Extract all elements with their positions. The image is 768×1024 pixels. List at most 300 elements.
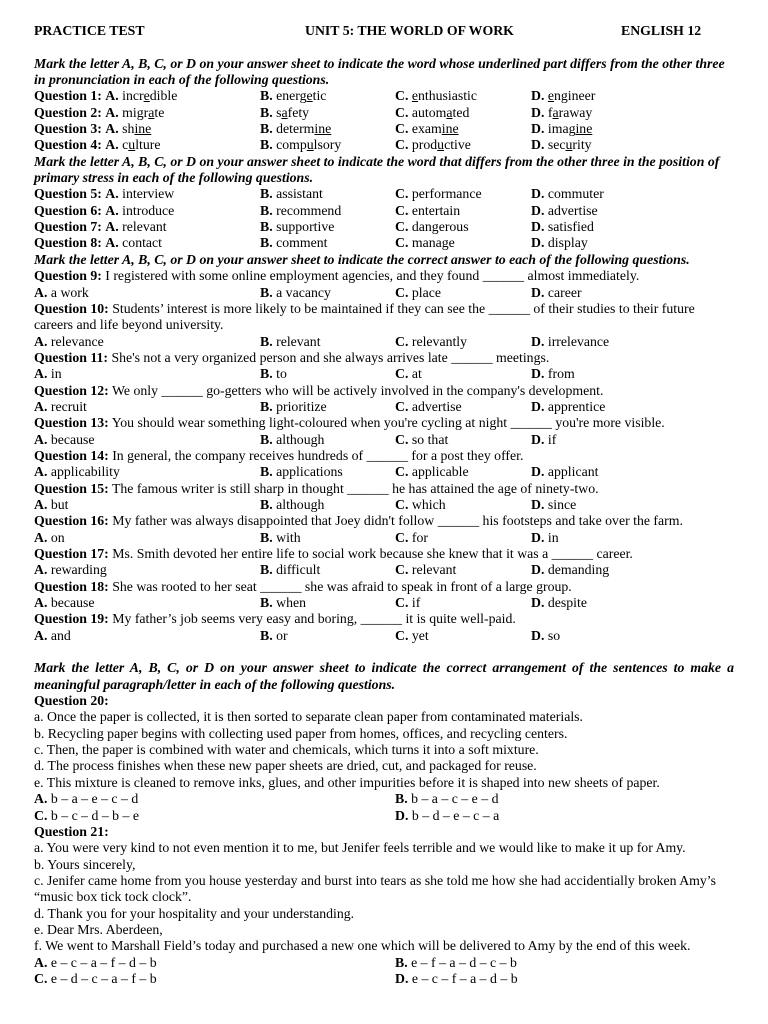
word-part: imag xyxy=(547,121,576,137)
underlined-part: e xyxy=(547,88,554,104)
option-letter: C. xyxy=(395,121,409,137)
course-title: ENGLISH 12 xyxy=(621,23,702,38)
option-text: with xyxy=(276,529,301,545)
option-d xyxy=(531,464,734,480)
question-row xyxy=(34,186,734,202)
question-stem xyxy=(34,448,734,464)
option-text: b – d – e – c – a xyxy=(411,807,500,823)
option-letter: B. xyxy=(260,186,273,202)
option-c xyxy=(395,464,531,480)
option-a xyxy=(34,219,260,235)
option-text: applicable xyxy=(411,464,469,480)
option-b xyxy=(260,88,395,104)
option-a xyxy=(34,88,260,104)
option-d xyxy=(395,971,734,987)
option-letter: B. xyxy=(260,284,273,300)
option-b xyxy=(260,186,395,202)
question-label: Question 2: xyxy=(34,104,102,120)
question-label: Question 15: xyxy=(34,480,109,496)
option-c xyxy=(395,399,531,415)
option-text: prioritize xyxy=(276,398,327,414)
option-letter: A. xyxy=(34,398,48,414)
option-b xyxy=(395,955,734,971)
option-letter: C. xyxy=(395,431,409,447)
option-b xyxy=(260,219,395,235)
option-c xyxy=(395,105,531,121)
option-letter: A. xyxy=(34,627,48,643)
option-letter: D. xyxy=(531,104,545,120)
option-d xyxy=(531,137,734,153)
underlined-part: e xyxy=(411,88,418,104)
option-c xyxy=(395,628,531,644)
word-part: sec xyxy=(547,137,566,153)
option-text: e – c – f – a – d – b xyxy=(411,970,518,986)
question-label: Question 13: xyxy=(34,415,109,431)
option-letter: A. xyxy=(34,284,48,300)
option-text: a vacancy xyxy=(276,284,331,300)
option-a xyxy=(34,203,260,219)
question-text: The famous writer is still sharp in thought ______ he has attained the age of ninety-two. xyxy=(111,480,599,496)
option-letter: B. xyxy=(260,137,273,153)
option-d xyxy=(531,219,734,235)
option-b xyxy=(260,432,395,448)
question-row xyxy=(34,88,734,104)
option-text: in xyxy=(50,366,62,382)
word-part: lture xyxy=(135,137,161,153)
option-text: career xyxy=(547,284,582,300)
underlined-part: a xyxy=(552,104,559,120)
option-c xyxy=(34,971,395,987)
option-letter: B. xyxy=(260,562,273,578)
options-row xyxy=(34,971,734,987)
option-a xyxy=(34,235,260,251)
word-part: exam xyxy=(411,121,442,137)
question-stem xyxy=(34,301,734,334)
option-c xyxy=(395,530,531,546)
word-part: ctive xyxy=(444,137,471,153)
option-letter: D. xyxy=(395,970,409,986)
option-c xyxy=(34,808,395,824)
option-letter: D. xyxy=(531,202,545,218)
option-a xyxy=(34,791,395,807)
option-letter: B. xyxy=(260,202,273,218)
options-row xyxy=(34,808,734,824)
option-text: b – c – d – b – e xyxy=(50,807,140,823)
option-letter: C. xyxy=(395,284,409,300)
option-letter: A. xyxy=(34,333,48,349)
options-row xyxy=(34,497,734,513)
option-letter: B. xyxy=(260,219,273,235)
option-letter: B. xyxy=(260,104,273,120)
spacer xyxy=(34,39,734,55)
option-d xyxy=(531,595,734,611)
option-letter: D. xyxy=(395,807,409,823)
option-text: e – d – c – a – f – b xyxy=(50,970,157,986)
underlined-part: e xyxy=(143,88,150,104)
question-label: Question 19: xyxy=(34,611,109,627)
word-part: sh xyxy=(122,121,135,137)
question-text: She's not a very organized person and she always arrives late ______ meetings. xyxy=(111,349,550,365)
arrangement-instruction: Mark the letter A, B, C, or D on your answer sheet to indicate the correct arrangement of the sentences to make a meaningful paragraph/letter in each of the following questions. xyxy=(34,660,734,692)
question-row xyxy=(34,203,734,219)
option-a xyxy=(34,530,260,546)
option-letter: A. xyxy=(34,954,48,970)
option-d xyxy=(531,399,734,415)
option-letter: A. xyxy=(34,431,48,447)
option-c xyxy=(395,121,531,137)
option-text: despite xyxy=(547,595,587,611)
question-stem xyxy=(34,481,734,497)
option-letter: A. xyxy=(105,104,119,120)
option-letter: C. xyxy=(395,398,409,414)
question-stem xyxy=(34,350,734,366)
option-letter: D. xyxy=(531,186,545,202)
option-letter: A. xyxy=(34,562,48,578)
option-letter: C. xyxy=(395,88,409,104)
option-letter: C. xyxy=(395,562,409,578)
option-text: which xyxy=(411,496,446,512)
option-word: entertain xyxy=(411,202,461,218)
options-row xyxy=(34,628,734,644)
sentence: b. Recycling paper begins with collecting used paper from homes, offices, and recycling centers. xyxy=(34,725,568,741)
option-text: rewarding xyxy=(50,562,107,578)
word-part: ted xyxy=(452,104,470,120)
option-a xyxy=(34,432,260,448)
options-row xyxy=(34,399,734,415)
option-letter: B. xyxy=(260,333,273,349)
option-letter: B. xyxy=(260,235,273,251)
option-d xyxy=(531,285,734,301)
page-header xyxy=(34,23,734,39)
option-text: for xyxy=(411,529,428,545)
sentence: f. We went to Marshall Field’s today and purchased a new one which will be delivered to Amy by the end of this week. xyxy=(34,938,691,954)
option-letter: B. xyxy=(260,496,273,512)
option-c xyxy=(395,203,531,219)
underlined-part: a xyxy=(446,104,453,120)
question-row xyxy=(34,121,734,137)
option-a xyxy=(34,595,260,611)
option-word: commuter xyxy=(547,186,604,202)
sentence: c. Jenifer came home from you house yesterday and burst into tears as she told me how she had accidentially broken Amy’s “music box tick tock clock”. xyxy=(34,872,716,905)
option-letter: B. xyxy=(260,595,273,611)
option-a xyxy=(34,955,395,971)
option-text: applicability xyxy=(50,464,120,480)
option-letter: C. xyxy=(395,496,409,512)
option-text: since xyxy=(547,496,577,512)
question-label: Question 14: xyxy=(34,447,109,463)
option-text: or xyxy=(276,627,288,643)
option-c xyxy=(395,562,531,578)
option-text: place xyxy=(411,284,441,300)
option-c xyxy=(395,595,531,611)
option-letter: D. xyxy=(531,219,545,235)
question-text: Ms. Smith devoted her entire life to social work because she knew that it was a ______ career. xyxy=(112,546,633,561)
option-text: relevant xyxy=(411,562,457,578)
option-d xyxy=(531,121,734,137)
question-label: Question 20: xyxy=(34,693,109,709)
question-label: Question 5: xyxy=(34,186,102,202)
option-d xyxy=(395,808,734,824)
option-word: interview xyxy=(122,186,175,202)
question-row xyxy=(34,235,734,251)
option-b xyxy=(260,464,395,480)
option-letter: A. xyxy=(34,595,48,611)
option-b xyxy=(260,105,395,121)
option-d xyxy=(531,497,734,513)
question-text: My father was always disappointed that Joey didn't follow ______ his footsteps and take over the farm. xyxy=(112,513,683,529)
option-b xyxy=(260,530,395,546)
question-label: Question 16: xyxy=(34,513,109,529)
option-letter: B. xyxy=(260,398,273,414)
options-row xyxy=(34,530,734,546)
word-part: ngineer xyxy=(554,88,596,104)
underlined-part: u xyxy=(565,137,573,153)
word-part: fety xyxy=(287,104,310,120)
word-part: s xyxy=(276,104,282,120)
word-part: determ xyxy=(276,121,315,137)
option-text: if xyxy=(411,595,421,611)
sentence: c. Then, the paper is combined with water and chemicals, which turns it into a soft mixture. xyxy=(34,742,539,758)
option-text: apprentice xyxy=(547,398,606,414)
question-text: You should wear something light-coloured when you're cycling at night ______ you're more visible. xyxy=(111,415,665,431)
option-letter: C. xyxy=(395,529,409,545)
option-a xyxy=(34,399,260,415)
unit-title: UNIT 5: THE WORLD OF WORK xyxy=(305,23,514,38)
underlined-part: e xyxy=(306,88,313,104)
option-word: recommend xyxy=(276,202,342,218)
option-letter: A. xyxy=(105,137,119,153)
option-b xyxy=(260,334,395,350)
option-text: irrelevance xyxy=(547,333,610,349)
word-part: c xyxy=(122,137,129,153)
question-row xyxy=(34,137,734,153)
options-row xyxy=(34,955,734,971)
option-b xyxy=(260,562,395,578)
option-letter: D. xyxy=(531,137,545,153)
question-row xyxy=(34,219,734,235)
option-letter: D. xyxy=(531,235,545,251)
option-c xyxy=(395,137,531,153)
question-label: Question 3: xyxy=(34,121,102,137)
word-part: lsory xyxy=(313,137,342,153)
option-word: introduce xyxy=(122,202,175,218)
sentence: a. Once the paper is collected, it is then sorted to separate clean paper from contaminated materials. xyxy=(34,709,583,725)
option-word: manage xyxy=(411,235,455,251)
option-text: although xyxy=(276,496,325,512)
option-letter: B. xyxy=(260,88,273,104)
question-label: Question 17: xyxy=(34,546,109,561)
option-text: so xyxy=(547,627,561,643)
option-text: relevant xyxy=(276,333,321,349)
word-part: rity xyxy=(572,137,592,153)
spacer xyxy=(34,644,734,660)
option-letter: A. xyxy=(34,496,48,512)
option-d xyxy=(531,105,734,121)
word-part: prod xyxy=(411,137,438,153)
option-d xyxy=(531,562,734,578)
question-label: Question 4: xyxy=(34,137,102,153)
option-letter: D. xyxy=(531,284,545,300)
option-letter: A. xyxy=(105,235,119,251)
option-letter: C. xyxy=(395,137,409,153)
option-letter: C. xyxy=(395,464,409,480)
option-b xyxy=(395,791,734,807)
word-part: raway xyxy=(558,104,593,120)
option-d xyxy=(531,235,734,251)
option-letter: B. xyxy=(260,366,273,382)
option-text: in xyxy=(547,529,559,545)
option-letter: B. xyxy=(395,954,408,970)
option-letter: D. xyxy=(531,496,545,512)
question-stem xyxy=(34,611,734,627)
option-letter: C. xyxy=(395,595,409,611)
option-b xyxy=(260,121,395,137)
option-letter: B. xyxy=(260,529,273,545)
sentence: d. The process finishes when these new paper sheets are dried, cut, and packaged for reuse. xyxy=(34,758,537,774)
option-text: difficult xyxy=(276,562,321,578)
options-row xyxy=(34,432,734,448)
option-text: b – a – e – c – d xyxy=(50,791,139,807)
option-text: relevance xyxy=(50,333,104,349)
option-d xyxy=(531,334,734,350)
sentence: e. Dear Mrs. Aberdeen, xyxy=(34,921,163,937)
option-b xyxy=(260,235,395,251)
options-row xyxy=(34,366,734,382)
option-word: advertise xyxy=(547,202,598,218)
option-b xyxy=(260,399,395,415)
option-letter: A. xyxy=(105,88,119,104)
word-part: energ xyxy=(276,88,307,104)
option-text: to xyxy=(276,366,287,382)
word-part: incr xyxy=(122,88,144,104)
option-letter: A. xyxy=(34,791,48,807)
option-text: e – c – a – f – d – b xyxy=(50,954,157,970)
question-row xyxy=(34,105,734,121)
option-letter: D. xyxy=(531,333,545,349)
option-word: display xyxy=(547,235,588,251)
option-text: because xyxy=(50,431,95,447)
option-text: but xyxy=(50,496,69,512)
option-a xyxy=(34,105,260,121)
answers-instruction: Mark the letter A, B, C, or D on your answer sheet to indicate the correct answer to each of the following questions. xyxy=(34,251,690,267)
word-part: dible xyxy=(149,88,178,104)
option-text: yet xyxy=(411,627,429,643)
question-stem xyxy=(34,579,734,595)
option-word: performance xyxy=(411,186,482,202)
option-letter: D. xyxy=(531,366,545,382)
question-stem xyxy=(34,546,734,562)
option-a xyxy=(34,497,260,513)
option-text: demanding xyxy=(547,562,610,578)
option-letter: D. xyxy=(531,464,545,480)
option-text: on xyxy=(50,529,65,545)
question-stem xyxy=(34,383,734,399)
option-letter: A. xyxy=(34,464,48,480)
underlined-part: a xyxy=(148,104,155,120)
option-text: because xyxy=(50,595,95,611)
word-part: autom xyxy=(411,104,447,120)
option-letter: C. xyxy=(34,807,48,823)
option-b xyxy=(260,203,395,219)
word-part: nthusiastic xyxy=(418,88,478,104)
option-text: advertise xyxy=(411,398,462,414)
option-text: when xyxy=(276,595,306,611)
word-part: te xyxy=(154,104,165,120)
option-text: recruit xyxy=(50,398,87,414)
option-text: e – f – a – d – c – b xyxy=(411,954,517,970)
option-text: although xyxy=(276,431,325,447)
test-page xyxy=(34,23,734,987)
question-text: We only ______ go-getters who will be actively involved in the company's development. xyxy=(111,382,604,398)
option-c xyxy=(395,285,531,301)
option-letter: B. xyxy=(260,121,273,137)
option-b xyxy=(260,595,395,611)
option-a xyxy=(34,464,260,480)
option-letter: A. xyxy=(34,366,48,382)
question-stem xyxy=(34,268,734,284)
word-part: f xyxy=(547,104,553,120)
option-letter: C. xyxy=(395,104,409,120)
test-title: PRACTICE TEST xyxy=(34,23,145,38)
question-label: Question 9: xyxy=(34,268,102,284)
option-text: so that xyxy=(411,431,449,447)
option-word: dangerous xyxy=(411,219,469,235)
underlined-part: u xyxy=(306,137,314,153)
option-letter: A. xyxy=(105,202,119,218)
options-row xyxy=(34,464,734,480)
option-b xyxy=(260,366,395,382)
option-letter: A. xyxy=(105,219,119,235)
option-letter: C. xyxy=(395,235,409,251)
question-stem xyxy=(34,513,734,529)
option-letter: A. xyxy=(34,529,48,545)
question-text: In general, the company receives hundreds of ______ for a post they offer. xyxy=(112,447,524,463)
option-letter: C. xyxy=(395,202,409,218)
underlined-part: ine xyxy=(314,121,332,137)
option-c xyxy=(395,366,531,382)
option-text: and xyxy=(50,627,71,643)
option-letter: D. xyxy=(531,529,545,545)
question-label: Question 21: xyxy=(34,823,109,839)
question-stem xyxy=(34,415,734,431)
word-part: tic xyxy=(312,88,327,104)
option-letter: B. xyxy=(260,431,273,447)
option-c xyxy=(395,186,531,202)
option-d xyxy=(531,530,734,546)
option-text: at xyxy=(411,366,422,382)
option-letter: D. xyxy=(531,88,545,104)
word-part: comp xyxy=(276,137,307,153)
question-text: She was rooted to her seat ______ she was afraid to speak in front of a large group. xyxy=(112,578,572,594)
option-a xyxy=(34,285,260,301)
option-c xyxy=(395,235,531,251)
underlined-part: a xyxy=(281,104,288,120)
option-a xyxy=(34,334,260,350)
sentence: b. Yours sincerely, xyxy=(34,856,136,872)
option-text: from xyxy=(547,366,575,382)
question-label: Question 7: xyxy=(34,219,102,235)
question-label: Question 10: xyxy=(34,300,109,316)
option-a xyxy=(34,562,260,578)
options-row xyxy=(34,285,734,301)
options-row xyxy=(34,595,734,611)
option-b xyxy=(260,137,395,153)
sentence: d. Thank you for your hospitality and your understanding. xyxy=(34,905,355,921)
option-word: supportive xyxy=(276,219,335,235)
option-word: satisfied xyxy=(547,219,594,235)
sentence: a. You were very kind to not even mention it to me, but Jenifer feels terrible and we would like to make it up for Amy. xyxy=(34,840,686,856)
option-c xyxy=(395,497,531,513)
